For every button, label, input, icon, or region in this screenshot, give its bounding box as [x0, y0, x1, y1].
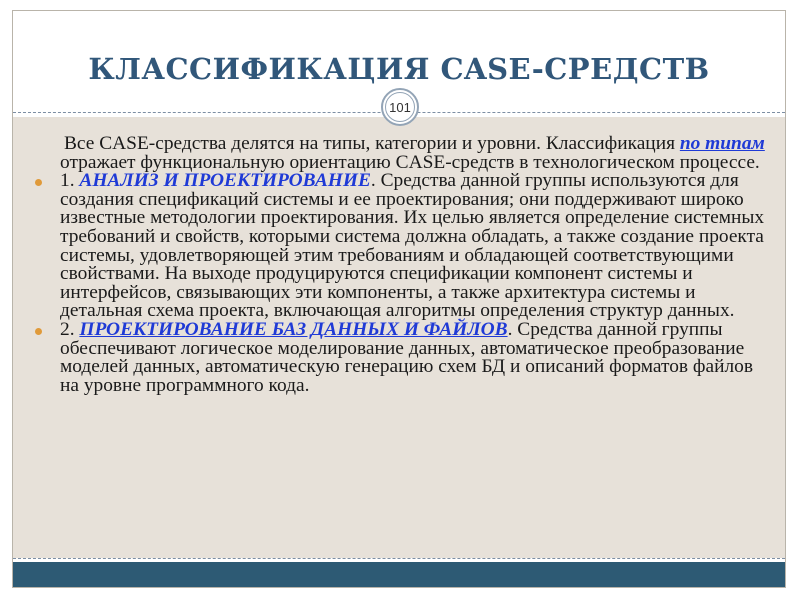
slide-body [60, 135, 772, 395]
bullet-item-2 [60, 318, 772, 396]
bullet-text: . Средства данной группы обеспечивают логическое моделирование данных, автоматическое преобразование моделей данных, автоматическую генерацию схем БД и описаний форматов файлов на уровне программного кода. [60, 318, 754, 396]
intro-paragraph [60, 135, 772, 172]
bullet-item-1 [60, 172, 772, 321]
bullet-number: 2. [60, 318, 80, 340]
bullet-text: . Средства данной группы используются для создания спецификаций системы и ее проектирования; они поддерживают широко известные методологии проектирования. Их целью является определение системных требований и свойств, которыми система должна обладать, а также создание проекта системы, удовлетворяющей этим требованиям и обладающей соответствующими свойствами. На выходе продуцируются спецификации компонент системы и интерфейсов, связывающих эти компоненты, а также архитектура системы и детальная схема проекта, включающая алгоритмы определения структур данных. [60, 170, 765, 322]
bullet-dot-icon [35, 328, 42, 335]
bottom-dashed-divider [13, 558, 785, 559]
bullet-heading: АНАЛИЗ И ПРОЕКТИРОВАНИЕ [79, 170, 371, 192]
intro-text-before: Все CASE-средства делятся на типы, категории и уровни. Классификация [64, 133, 680, 154]
bullet-number: 1. [60, 170, 80, 192]
slide-title: КЛАССИФИКАЦИЯ CASE-СРЕДСТВ [88, 52, 710, 86]
page-number-badge [381, 88, 419, 126]
footer-bar [13, 562, 785, 587]
bullet-heading: ПРОЕКТИРОВАНИЕ БАЗ ДАННЫХ И ФАЙЛОВ [79, 318, 508, 340]
intro-text-after: отражает функциональную ориентацию CASE-средств в технологическом процессе. [60, 151, 760, 173]
page-number: 101 [385, 92, 415, 122]
intro-emphasis: по типам [679, 133, 765, 154]
